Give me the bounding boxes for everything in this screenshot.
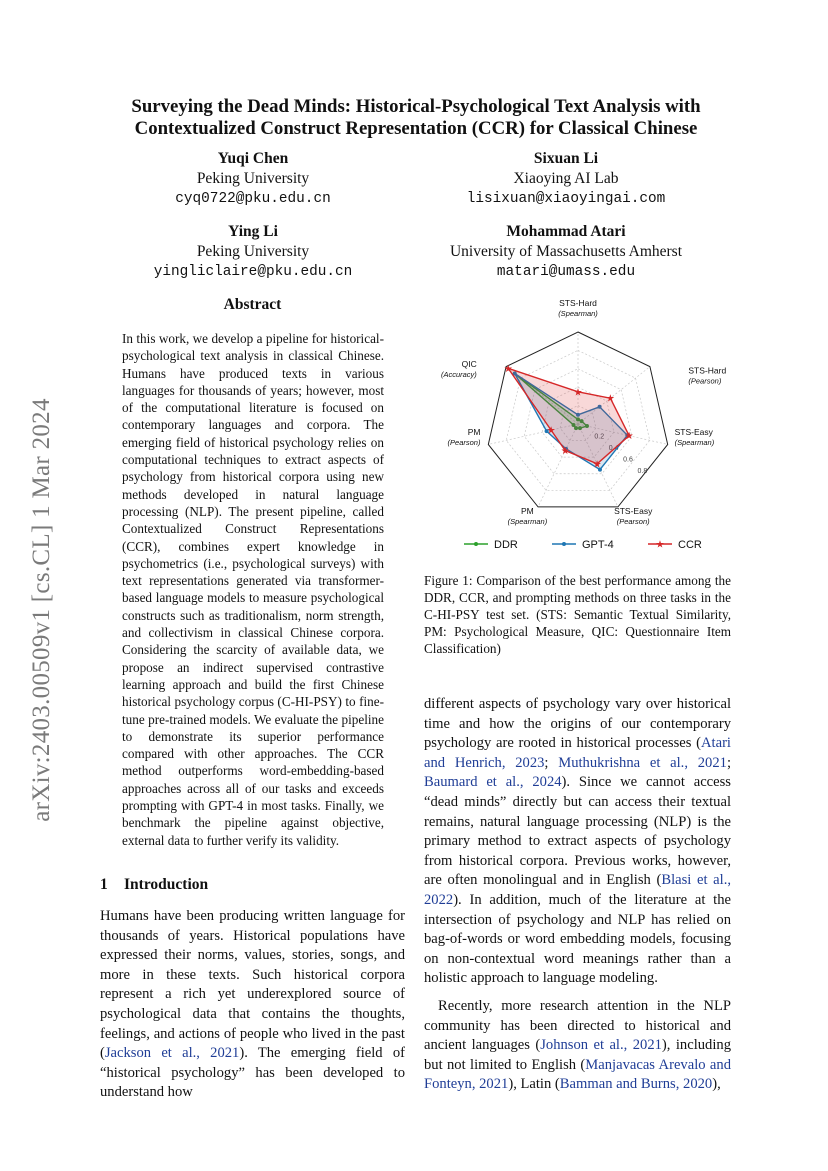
axis-label: PM [521,506,534,517]
series-ccr-point: ★ [503,363,513,375]
series-ccr-point: ★ [573,387,583,399]
author-name: Mohammad Atari [506,223,626,240]
section-number: 1 [100,876,108,893]
paragraph-text: ), Latin ( [508,1076,560,1093]
paper-title [100,96,732,140]
citation-link[interactable]: Muthukrishna et al., 2021 [558,754,727,771]
axis-sublabel: (Pearson) [616,517,650,527]
abstract-body: In this work, we develop a pipeline for historical-psychological text analysis in classical Chinese. Humans have produced texts in various languages for thousands of years; however, most of the computational literature is focused on contemporary languages and corpora. The emerging field of historical psychology relies on computational techniques to extract aspects of psychology from historical corpora using new methods developed in natural language processing (NLP). The present pipeline, called Contextualized Construct Representations (CCR), combines expert knowledge in psychometrics (i.e., psychological surveys) with text representations generated via transformer-based language models to measure psychological constructs such as traditionalism, norm strength, and collectivism in classical Chinese corpora. Considering the scarcity of available data, we propose an indirect supervised contrastive learning approach and build the first Chinese historical psychology corpus (C-HI-PSY) to fine-tune pre-trained models. We evaluate the pipeline to demonstrate its superior performance compared with other approaches. The CCR method outperforms word-embedding-based approaches across all of our tasks and exceeds prompting with GPT-4 in most tasks. Finally, we benchmark the pipeline against objective, external data to further verify its validity. [122,331,384,848]
figure-caption: Figure 1: Comparison of the best performance among the DDR, CCR, and prompting methods on three tasks in the C-HI-PSY test set. (STS: Semantic Textual Similarity, PM: Psychological Measure, QIC: Questionnaire Item Classification) [424,573,731,656]
author-name: Yuqi Chen [217,150,289,167]
intro-right-column [424,695,731,1095]
axis-sublabel: (Accuracy) [440,369,477,379]
legend-label: CCR [678,539,702,551]
intro-paragraph [100,907,405,1103]
citation-link[interactable]: Bamman and Burns, 2020 [559,1076,713,1093]
tick-label: 0.4 [608,444,619,452]
axis-label: STS-Hard [688,365,727,376]
tick-label: 0.2 [594,433,605,441]
tick-label: 0.6 [623,456,633,464]
series-ccr-point: ★ [560,446,570,458]
author-block-4 [400,222,732,282]
legend-marker [474,542,478,546]
radar-chart [424,292,731,562]
author-name: Ying Li [228,223,278,240]
paragraph-text: Recently, more research attention in the NLP community has been directed to historical and ancient languages ( [424,997,731,1054]
axis-sublabel: (Spearman) [507,517,548,527]
author-affiliation: Peking University [196,170,310,187]
tick-label: 0.8 [637,467,648,475]
citation-link[interactable]: Jackson et al., 2021 [104,1045,240,1062]
axis-label: STS-Hard [559,298,597,309]
citation-link[interactable]: Baumard et al., 2024 [424,774,562,791]
abstract-heading: Abstract [223,296,282,313]
axis-label: STS-Easy [614,506,653,517]
paragraph-text: Humans have been producing written language for thousands of years. Historical populations have expressed their norms, values, stories, songs, and more in these texts. Such historical corpora represent a rich yet underexplored source of psychological data that contains the thoughts, feelings, and actions of people who lived in the past ( [100,908,405,1062]
author-email[interactable]: cyq0722@pku.edu.cn [175,191,331,207]
series-ccr-point: ★ [592,459,602,471]
paragraph-text: ; [544,754,559,771]
citation-link[interactable]: Atari and Henrich, 2023 [424,735,731,771]
legend-marker [562,542,566,546]
axis-sublabel: (Pearson) [447,438,481,448]
intro-paragraph [424,695,731,989]
legend-marker: ★ [655,539,665,551]
author-affiliation: Xiaoying AI Lab [513,170,619,187]
series-ccr-point: ★ [624,431,634,443]
author-email[interactable]: lisixuan@xiaoyingai.com [466,191,666,207]
paragraph-text: ). Since we cannot access “dead minds” directly but can access their textual remains, natural language processing (NLP) is the primary method to extract aspects of psychology from historical corpora. Previous works, however, are often monolingual and in English ( [424,774,731,889]
arxiv-id: arXiv:2403.00509v1 [cs.CL] 1 Mar 2024 [28,398,56,822]
citation-link[interactable]: Manjavacas Arevalo and Fonteyn, 2021 [424,1056,731,1093]
series-ccr-point: ★ [605,393,615,405]
author-affiliation: University of Massachusetts Amherst [449,243,683,260]
author-affiliation: Peking University [196,243,310,260]
citation-link[interactable]: Johnson et al., 2021 [540,1037,662,1054]
axis-sublabel: (Spearman) [674,438,715,448]
series-ccr-point: ★ [546,425,556,437]
title-line-1: Surveying the Dead Minds: Historical-Psychological Text Analysis with [131,96,701,117]
author-block-1 [103,149,403,209]
author-email[interactable]: matari@umass.edu [496,264,636,280]
axis-sublabel: (Spearman) [558,309,598,319]
paragraph-text: different aspects of psychology vary over historical time and how the origins of our contemporary psychology are rooted in historical processes ( [424,696,731,752]
citation-link[interactable]: Blasi et al., 2022 [424,872,731,908]
intro-paragraph [424,997,731,1095]
paragraph-text: ). In addition, much of the literature at the intersection of psychology and NLP has relied on bag-of-words or word embedding models, focusing on non-contextual word meanings rather than a holistic approach to language modeling. [424,891,731,987]
legend-label: GPT-4 [582,539,614,551]
section-title: Introduction [124,876,209,893]
axis-sublabel: (Pearson) [688,376,722,386]
paragraph-text: ), [712,1076,721,1093]
author-block-3 [103,222,403,282]
legend-label: DDR [494,539,518,551]
intro-left-column [100,907,405,1103]
author-block-2 [416,149,716,209]
paragraph-text: ; [726,754,731,771]
author-name: Sixuan Li [533,150,599,167]
axis-label: STS-Easy [674,427,713,438]
paragraph-text: ), including but not limited to English ( [424,1037,731,1073]
title-line-2: Contextualized Construct Representation (CCR) for Classical Chinese [134,118,698,139]
paragraph-text: ). The emerging field of “historical psychology” has been developed to understand how [100,1045,406,1101]
section-heading-introduction [100,876,208,894]
axis-label: QIC [461,358,477,369]
author-email[interactable]: yingliclaire@pku.edu.cn [153,264,353,280]
axis-label: PM [467,427,481,438]
arxiv-stamp [20,375,64,845]
